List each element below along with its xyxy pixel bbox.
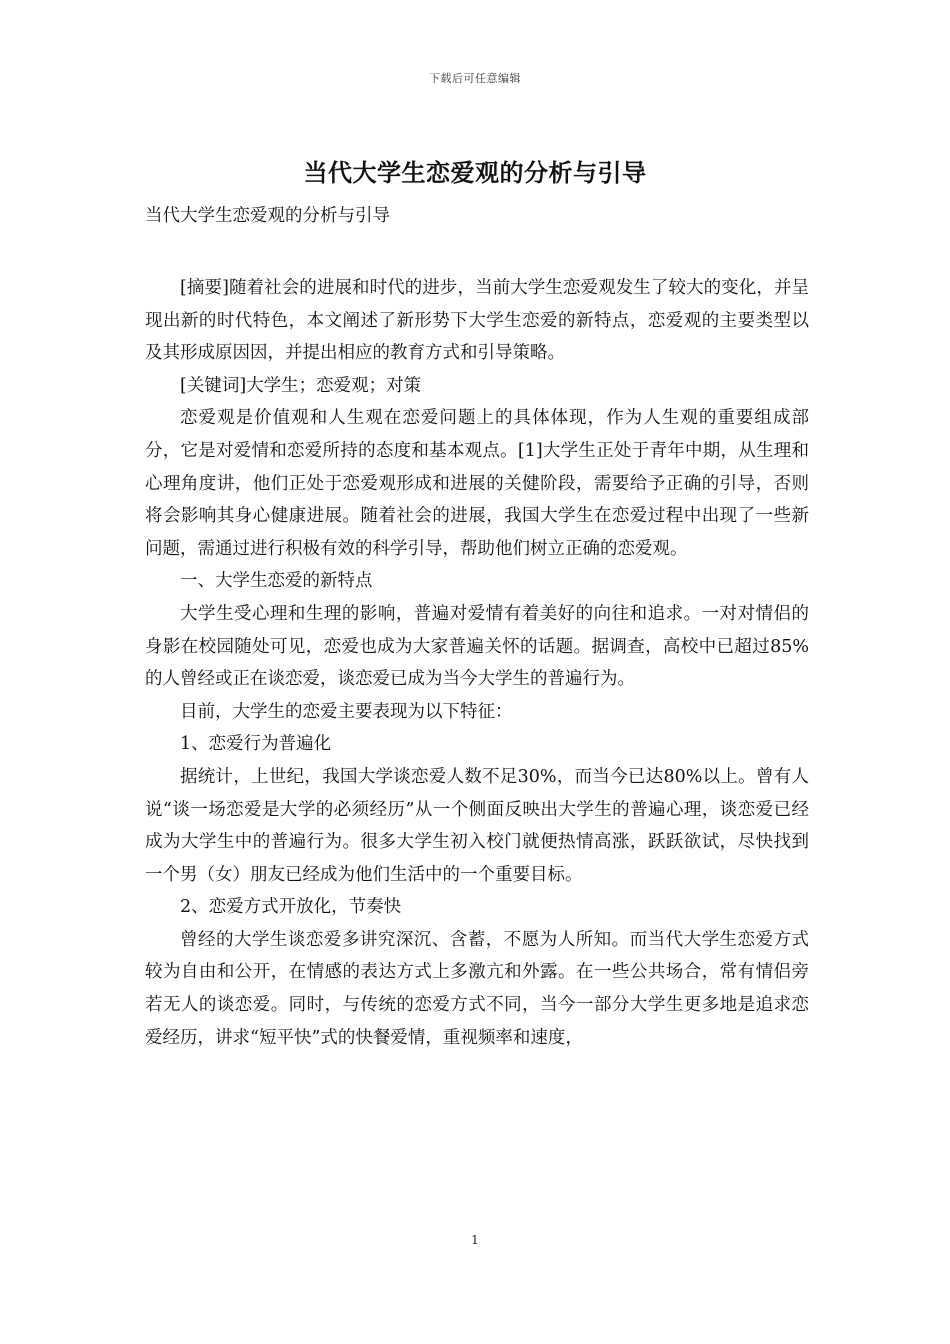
page-number: 1 xyxy=(471,1233,479,1247)
body-paragraph: 据统计，上世纪，我国大学谈恋爱人数不足30%，而当今已达80%以上。曾有人说“谈一场恋爱是大学的必须经历”从一个侧面反映出大学生的普遍心理，谈恋爱已经成为大学生中的普遍行为。很多大学生初入校门就便热情高涨，跃跃欲试，尽快找到一个男（女）朋友已经成为他们生活中的一个重要目标。 xyxy=(145,766,809,885)
subheading-2: 2、恋爱方式开放化，节奏快 xyxy=(180,897,402,918)
document-title: 当代大学生恋爱观的分析与引导 xyxy=(303,158,647,187)
section-heading-1: 一、大学生恋爱的新特点 xyxy=(180,571,373,592)
body-paragraph: 目前，大学生的恋爱主要表现为以下特征： xyxy=(180,701,513,722)
document-subtitle: 当代大学生恋爱观的分析与引导 xyxy=(145,206,390,226)
keywords-paragraph: [关键词]大学生；恋爱观；对策 xyxy=(180,375,422,396)
page-header: 下载后可任意编辑 xyxy=(429,72,521,85)
intro-paragraph: 恋爱观是价值观和人生观在恋爱问题上的具体体现，作为人生观的重要组成部分，它是对爱情和恋爱所持的态度和基本观点。[1]大学生正处于青年中期，从生理和心理角度讲，他们正处于恋爱观形成和进展的关健阶段，需要给予正确的引导，否则将会影响其身心健康进展。随着社会的进展，我国大学生在恋爱过程中出现了一些新问题，需通过进行积极有效的科学引导，帮助他们树立正确的恋爱观。 xyxy=(145,408,809,559)
abstract-paragraph: [摘要]随着社会的进展和时代的进步，当前大学生恋爱观发生了较大的变化，并呈现出新的时代特色，本文阐述了新形势下大学生恋爱的新特点，恋爱观的主要类型以及其形成原因因，并提出相应的教育方式和引导策略。 xyxy=(145,278,809,364)
body-paragraph: 大学生受心理和生理的影响，普遍对爱情有着美好的向往和追求。一对对情侣的身影在校园随处可见，恋爱也成为大家普遍关怀的话题。据调查，高校中已超过85%的人曾经或正在谈恋爱，谈恋爱已成为当今大学生的普遍行为。 xyxy=(145,603,809,690)
body-paragraph: 曾经的大学生谈恋爱多讲究深沉、含蓄，不愿为人所知。而当代大学生恋爱方式较为自由和公开，在情感的表达方式上多激亢和外露。在一些公共场合，常有情侣旁若无人的谈恋爱。同时，与传统的恋爱方式不同，当今一部分大学生更多地是追求恋爱经历，讲求“短平快”式的快餐爱情，重视频率和速度， xyxy=(145,929,809,1048)
document-body xyxy=(145,272,809,1054)
subheading-1: 1、恋爱行为普遍化 xyxy=(180,734,332,755)
